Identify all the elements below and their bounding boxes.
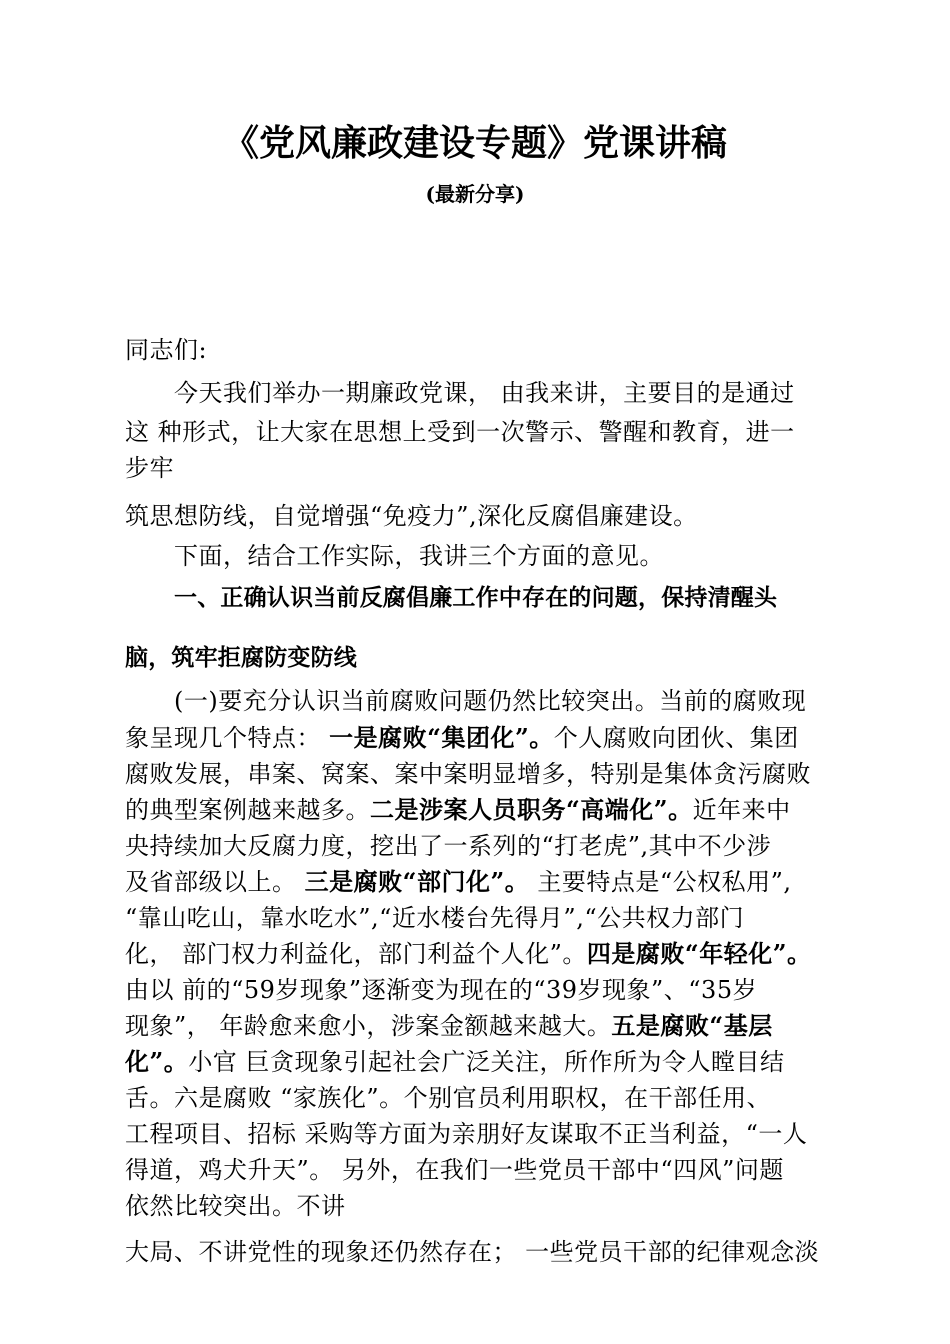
body-text: 同志们: <box>125 336 208 364</box>
body-line <box>174 540 664 572</box>
body-text: 个人腐败向团伙、集团 <box>553 724 799 752</box>
body-text: 下面，结合工作实际，我讲三个方面的意见。 <box>174 542 664 570</box>
section-heading <box>174 582 777 614</box>
body-line <box>125 1190 346 1222</box>
body-text: 主要特点是“公权私用”, <box>529 868 792 896</box>
body-line <box>125 1010 773 1042</box>
document-title: 《党风廉政建设专题》党课讲稿 <box>222 123 727 164</box>
body-text: 现象”， 年龄愈来愈小，涉案金额越来越大。 <box>125 1012 612 1040</box>
body-text: 得道，鸡犬升天”。 另外，在我们一些党员干部中“四风”问题 <box>125 1156 784 1184</box>
body-line <box>125 974 757 1006</box>
body-text: 舌。六是腐败 “家族化”。个别官员利用职权，在干部任用、 <box>125 1084 772 1112</box>
body-line <box>125 938 812 970</box>
body-line <box>125 500 698 532</box>
body-text: 近年来中 <box>692 796 791 824</box>
emphasis-text: 五是腐败“基层 <box>611 1011 773 1040</box>
emphasis-text: 二是涉案人员职务“高端化”。 <box>370 795 693 824</box>
emphasis-text: 三是腐败“部门化”。 <box>304 867 530 896</box>
body-text: 工程项目、招标 采购等方面为亲朋好友谋取不正当利益，“一人 <box>125 1120 808 1148</box>
body-text: 依然比较突出。不讲 <box>125 1192 346 1220</box>
body-line <box>125 794 791 826</box>
body-text: 大局、不讲党性的现象还仍然存在； 一些党员干部的纪律观念淡 <box>125 1238 820 1266</box>
body-line <box>125 334 207 366</box>
body-line <box>174 685 806 717</box>
body-line <box>125 722 799 754</box>
body-line <box>125 1118 807 1150</box>
body-line <box>125 830 771 862</box>
body-text: 小官 巨贪现象引起社会广泛关注，所作所为令人瞠目结 <box>188 1048 785 1076</box>
body-line <box>125 1236 819 1268</box>
body-line <box>125 1082 771 1114</box>
body-text: 央持续加大反腐力度，挖出了一系列的“打老虎”,其中不少涉 <box>125 832 772 860</box>
body-text: 腐败发展，串案、窝案、案中案明显增多，特别是集体贪污腐败 <box>125 760 811 788</box>
document-subtitle: (最新分享) <box>425 182 525 206</box>
body-text: 的典型案例越来越多。 <box>125 796 370 824</box>
body-line <box>125 758 811 790</box>
emphasis-text: 化”。 <box>125 1047 189 1076</box>
body-text: 化， 部门权力利益化，部门利益个人化”。 <box>125 940 587 968</box>
body-line <box>125 1154 784 1186</box>
body-text: (一)要充分认识当前腐败问题仍然比较突出。当前的腐败现 <box>174 687 807 715</box>
body-text: 由以 前的“59岁现象”逐渐变为现在的“39岁现象”、“35岁 <box>125 976 758 1004</box>
body-text: 步牢 <box>125 454 174 482</box>
body-text: 脑，筑牢拒腐防变防线 <box>125 645 357 671</box>
body-text: 筑思想防线，自觉增强“免疫力”,深化反腐倡廉建设。 <box>125 502 698 530</box>
body-text: 这 种形式，让大家在思想上受到一次警示、警醒和教育，进一 <box>125 418 795 446</box>
body-line <box>125 866 792 898</box>
body-text: “靠山吃山，靠水吃水”,“近水楼台先得月”,“公共权力部门 <box>125 904 745 932</box>
emphasis-text: 一是腐败“集团化”。 <box>329 723 554 752</box>
body-line <box>125 1046 784 1078</box>
body-line <box>125 902 744 934</box>
body-text: 今天我们举办一期廉政党课， 由我来讲，主要目的是通过 <box>174 379 795 407</box>
emphasis-text: 四是腐败“年轻化”。 <box>586 939 812 968</box>
body-text: 一、正确认识当前反腐倡廉工作中存在的问题，保持清醒头 <box>174 585 778 611</box>
body-text: 象呈现几个特点： <box>125 724 330 752</box>
body-text: 及省部级以上。 <box>125 868 305 896</box>
body-line <box>125 452 174 484</box>
body-line <box>125 416 795 448</box>
body-line <box>174 377 795 409</box>
section-heading <box>125 642 357 674</box>
